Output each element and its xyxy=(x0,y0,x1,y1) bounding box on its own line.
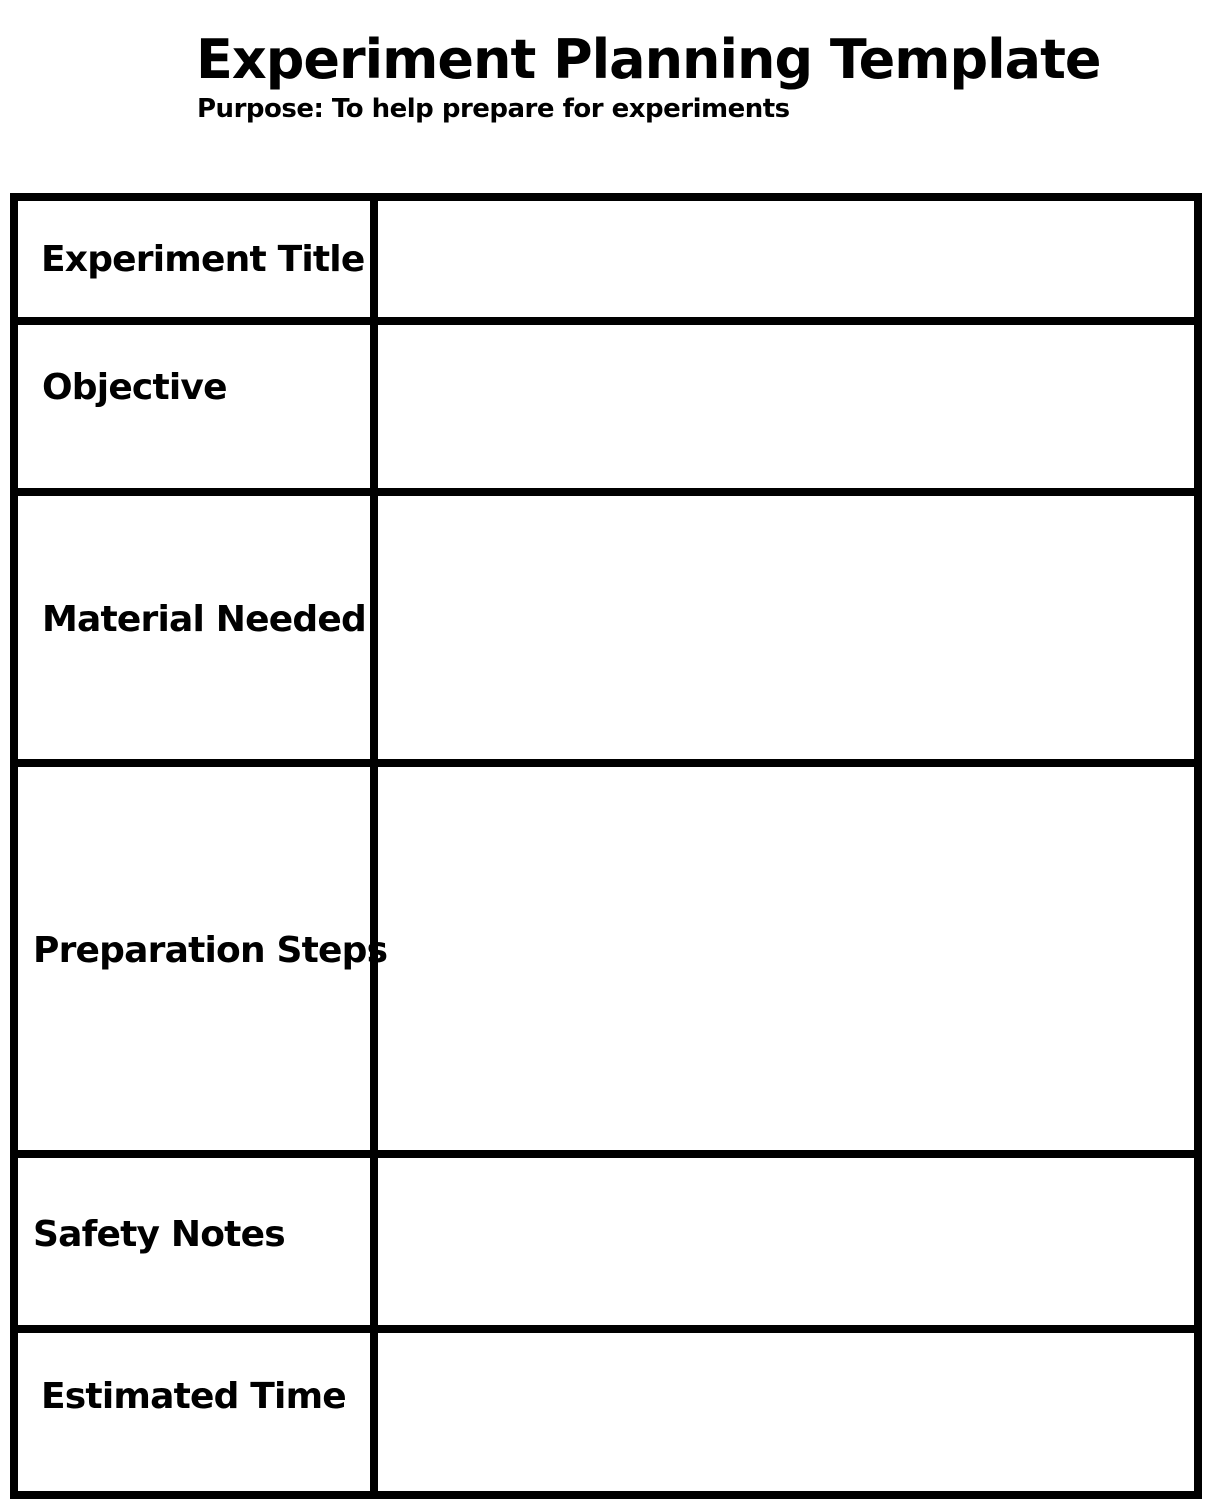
page-title: Experiment Planning Template xyxy=(196,28,1101,91)
page-subtitle: Purpose: To help prepare for experiments xyxy=(197,94,790,124)
row-divider xyxy=(18,488,1194,496)
answer-preparation-steps[interactable] xyxy=(378,767,1194,1150)
label-experiment-title: Experiment Title xyxy=(41,239,365,280)
label-safety-notes: Safety Notes xyxy=(33,1214,285,1255)
row-divider xyxy=(18,1325,1194,1333)
answer-safety-notes[interactable] xyxy=(378,1158,1194,1325)
planning-table xyxy=(10,193,1202,1499)
answer-objective[interactable] xyxy=(378,325,1194,488)
label-objective: Objective xyxy=(42,367,227,408)
label-estimated-time: Estimated Time xyxy=(41,1376,346,1417)
column-divider xyxy=(370,193,378,1499)
row-divider xyxy=(18,1150,1194,1158)
row-divider xyxy=(18,759,1194,767)
label-preparation-steps: Preparation Steps xyxy=(33,930,388,971)
answer-estimated-time[interactable] xyxy=(378,1333,1194,1491)
row-divider xyxy=(18,317,1194,325)
answer-experiment-title[interactable] xyxy=(378,201,1194,317)
answer-material-needed[interactable] xyxy=(378,496,1194,759)
label-material-needed: Material Needed xyxy=(42,599,366,640)
